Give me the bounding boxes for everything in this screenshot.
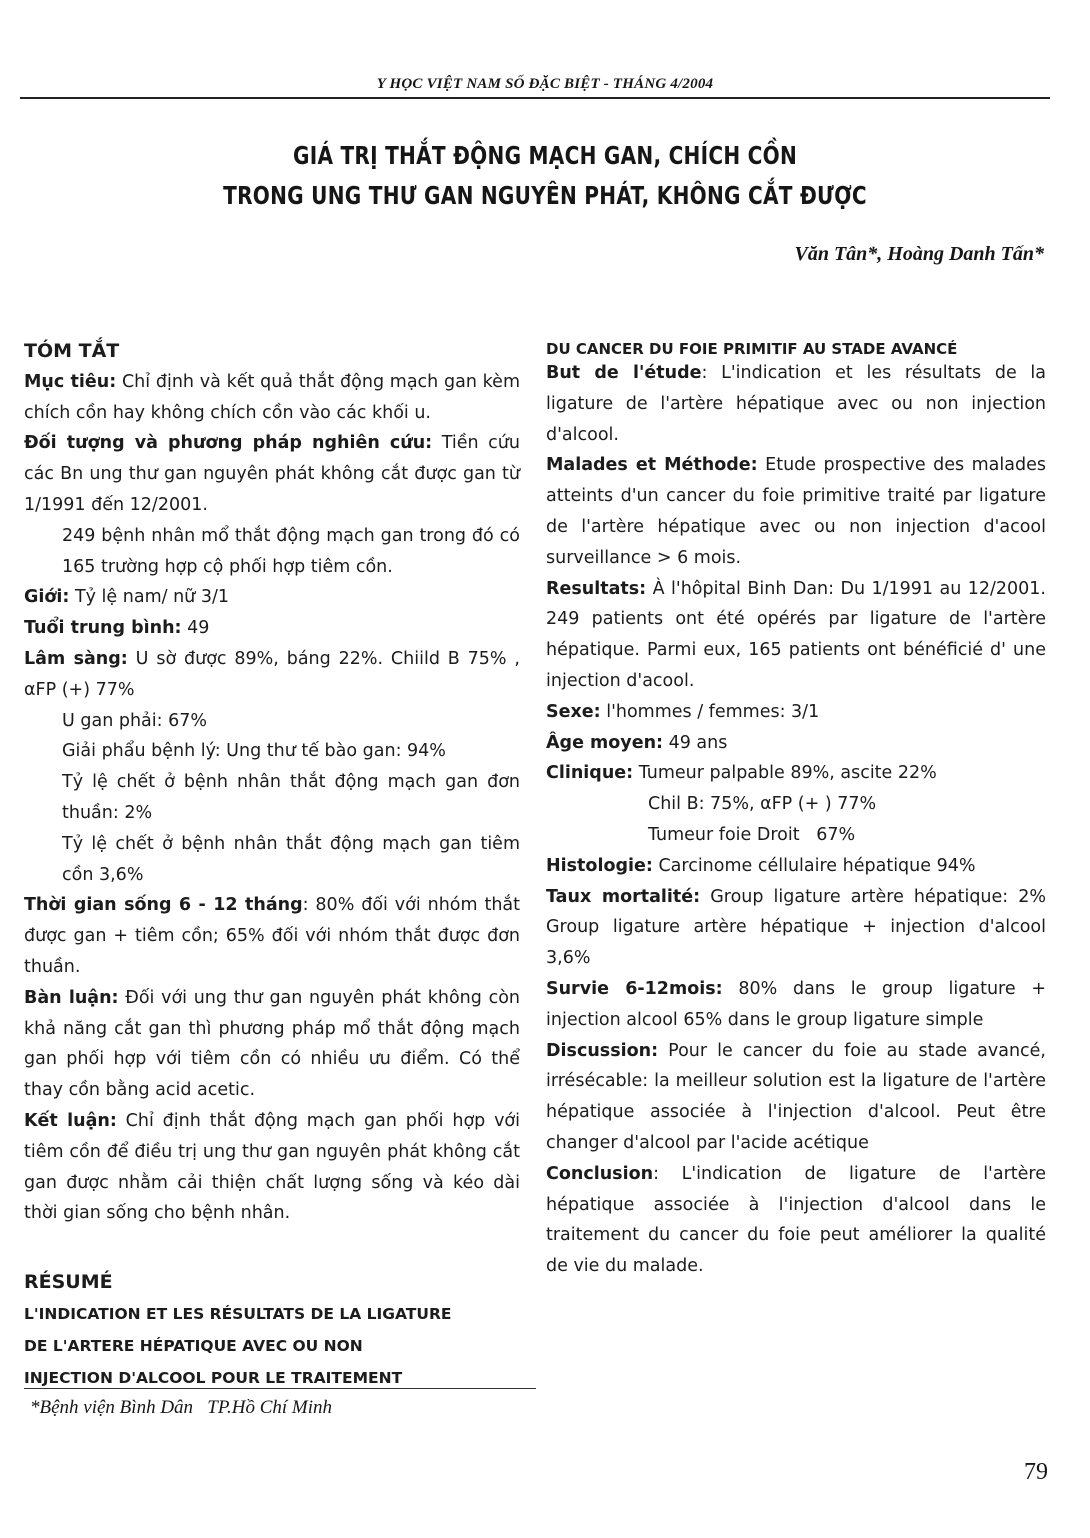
etude-text: : L'indication et les résultats de la ligature de l'artère hépatique avec ou non injection d'alcool.	[546, 363, 1046, 445]
discussion-fr-label: Discussion:	[546, 1040, 659, 1061]
patients-paragraph: 249 bệnh nhân mổ thắt động mạch gan trong đó có 165 trường hợp cộ phối hợp tiêm cồn.	[62, 525, 520, 577]
survie-text: 80% dans le group ligature + injection alcool 65% dans le group ligature simple	[546, 978, 1046, 1030]
discussion-fr-text: Pour le cancer du foie au stade avancé, irrésécable: la meilleur solution est la ligature de l'artère hépatique associée à l'injection d'alcool. Peut être changer d'alcool par l'acide acétique	[546, 1040, 1046, 1153]
resume-title-line-1: L'INDICATION ET LES RÉSULTATS DE LA LIGATURE	[24, 1304, 452, 1323]
discussion-paragraph	[24, 983, 520, 1106]
methods-label: Đối tượng và phương pháp nghiên cứu:	[24, 433, 433, 454]
right-liver-paragraph: U gan phải: 67%	[62, 710, 207, 731]
methode-paragraph	[546, 450, 1046, 573]
resume-title-continued: DU CANCER DU FOIE PRIMITIF AU STADE AVANCÉ	[546, 340, 958, 358]
discussion-fr-paragraph	[546, 1036, 1046, 1159]
left-column	[24, 336, 520, 1394]
resultats-paragraph	[546, 574, 1046, 697]
clinique-paragraph	[546, 758, 1046, 789]
resume-title-line-2: DE L'ARTERE HÉPATIQUE AVEC OU NON	[24, 1336, 363, 1355]
survie-label: Survie 6-12mois:	[546, 978, 723, 999]
sexe-text: l'hommes / femmes: 3/1	[600, 701, 820, 722]
histologie-paragraph	[546, 851, 1046, 882]
objective-paragraph	[24, 367, 520, 429]
clinical-label: Lâm sàng:	[24, 648, 128, 669]
methods-text: Tiền cứu các Bn ung thư gan nguyên phát không cắt được gan từ 1/1991 đến 12/2001.	[24, 433, 520, 515]
sex-text: Tỷ lệ nam/ nữ 3/1	[69, 587, 229, 608]
sex-label: Giới:	[24, 587, 70, 608]
header-rule	[20, 97, 1050, 99]
age-moyen-text: 49 ans	[663, 732, 728, 753]
objective-label: Mục tiêu:	[24, 371, 117, 392]
conclusion-fr-label: Conclusion	[546, 1163, 654, 1184]
survival-label: Thời gian sống 6 - 12 tháng	[24, 895, 303, 916]
age-moyen-label: Âge moyen:	[546, 732, 664, 753]
etude-label: But de l'étude	[546, 363, 702, 383]
resultats-label: Resultats:	[546, 578, 647, 599]
sex-paragraph	[24, 582, 520, 613]
discussion-label: Bàn luận:	[24, 987, 119, 1008]
discussion-text: Đối với ung thư gan nguyên phát không còn khả năng cắt gan thì phương pháp mổ thắt động mạch gan phối hợp với tiêm cồn có nhiều ưu điểm. Có thể thay cồn bằng acid acetic.	[24, 987, 520, 1101]
objective-text: Chỉ định và kết quả thắt động mạch gan kèm chích cồn hay không chích cồn vào các khối u.	[24, 371, 520, 423]
survival-text: : 80% đối với nhóm thắt được gan + tiêm cồn; 65% đối với nhóm thắt được đơn thuần.	[24, 895, 520, 977]
resultats-text: À l'hôpital Binh Dan: Du 1/1991 au 12/2001. 249 patients ont été opérés par ligature de l'artère hépatique. Parmi eux, 165 patients ont bénéficié d' une injection d'acool.	[546, 578, 1046, 691]
histologie-text: Carcinome céllulaire hépatique 94%	[652, 855, 976, 876]
clinique-text: Tumeur palpable 89%, ascite 22%	[633, 763, 937, 784]
methode-label: Malades et Méthode:	[546, 455, 758, 476]
age-label: Tuổi trung bình:	[24, 618, 182, 639]
age-paragraph	[24, 613, 520, 644]
survie-paragraph	[546, 974, 1046, 1036]
resume-title-line-3: INJECTION D'ALCOOL POUR LE TRAITEMENT	[24, 1368, 403, 1387]
resume-heading: RÉSUMÉ	[24, 1271, 113, 1294]
article-title-line-1: GIÁ TRỊ THẮT ĐỘNG MẠCH GAN, CHÍCH CỒN	[292, 141, 798, 170]
mortalite-paragraph	[546, 882, 1046, 974]
mortalite-label: Taux mortalité:	[546, 886, 701, 907]
tumeur-droit-paragraph: Tumeur foie Droit 67%	[648, 824, 856, 845]
authors: Văn Tân*, Hoàng Danh Tấn*	[794, 243, 1044, 265]
conclusion-label: Kết luận:	[24, 1110, 117, 1131]
mortalite-text: Group ligature artère hépatique: 2% Group ligature artère hépatique + injection d'alcool 3,6%	[546, 886, 1047, 969]
methode-text: Etude prospective des malades atteints d'un cancer du foie primitive traité par ligature de l'artère hépatique avec ou non injection d'acool surveillance > 6 mois.	[546, 455, 1046, 568]
clinique-label: Clinique:	[546, 763, 634, 784]
clinical-paragraph	[24, 644, 520, 706]
summary-heading: TÓM TẮT	[24, 340, 120, 362]
etude-paragraph	[546, 358, 1046, 450]
pathology-paragraph: Giải phẩu bệnh lý: Ung thư tế bào gan: 94%	[62, 741, 446, 762]
footnote: *Bệnh viện Bình Dân TP.Hồ Chí Minh	[30, 1397, 333, 1418]
histologie-label: Histologie:	[546, 855, 653, 876]
methods-paragraph	[24, 428, 520, 520]
survival-paragraph	[24, 890, 520, 982]
journal-header: Y HỌC VIỆT NAM SỐ ĐẶC BIỆT - THÁNG 4/2004	[376, 76, 714, 92]
page-number: 79	[1024, 1459, 1048, 1485]
age-moyen-paragraph	[546, 728, 1046, 759]
footnote-rule	[24, 1388, 536, 1389]
right-column	[546, 340, 1046, 1282]
age-text: 49	[181, 618, 210, 639]
clinical-text: U sờ được 89%, báng 22%. Chiild B 75% , αFP (+) 77%	[24, 648, 520, 700]
conclusion-fr-text: : L'indication de ligature de l'artère hépatique associée à l'injection d'alcool dans le traitement du cancer du foie peut améliorer la qualité de vie du malade.	[546, 1163, 1046, 1277]
sexe-paragraph	[546, 697, 1046, 728]
child-afp-paragraph: Chil B: 75%, αFP (+ ) 77%	[648, 794, 877, 815]
conclusion-paragraph	[24, 1106, 520, 1229]
conclusion-fr-paragraph	[546, 1159, 1046, 1282]
mortality-simple-paragraph: Tỷ lệ chết ở bệnh nhân thắt động mạch gan đơn thuần: 2%	[62, 772, 520, 823]
sexe-label: Sexe:	[546, 701, 601, 722]
mortality-alcohol-paragraph: Tỷ lệ chết ở bệnh nhân thắt động mạch gan tiêm cồn 3,6%	[62, 833, 520, 885]
article-title-line-2: TRONG UNG THƯ GAN NGUYÊN PHÁT, KHÔNG CẮT ĐƯỢC	[223, 181, 867, 210]
conclusion-text: Chỉ định thắt động mạch gan phối hợp với tiêm cồn để điều trị ung thư gan nguyên phát không cắt gan được nhằm cải thiện chất lượng sống và kéo dài thời gian sống cho bệnh nhân.	[24, 1110, 520, 1224]
